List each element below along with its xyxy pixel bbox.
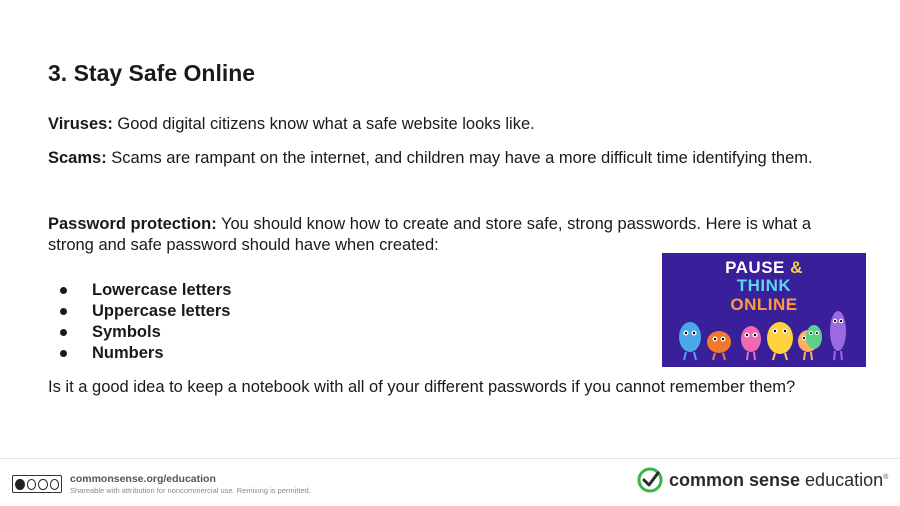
- list-item: [56, 322, 231, 343]
- brand-rest: education: [800, 469, 884, 490]
- cc-circle-icon: [15, 479, 25, 490]
- hero-ampersand: &: [790, 258, 803, 277]
- question-paragraph: Is it a good idea to keep a notebook with all of your different passwords if you cannot remember them?: [48, 378, 796, 396]
- pause-think-online-image: [662, 253, 866, 367]
- bullet-icon: [60, 350, 67, 357]
- password-paragraph: [48, 214, 848, 256]
- bullet-icon: [60, 308, 67, 315]
- list-item: [56, 343, 231, 364]
- hero-line-think: THINK: [736, 276, 792, 295]
- footer-divider: [0, 458, 900, 459]
- scams-text: Scams are rampant on the internet, and children may have a more difficult time identifying them.: [106, 149, 813, 167]
- list-item-label: Uppercase letters: [92, 302, 231, 320]
- hero-line-online: ONLINE: [730, 295, 798, 314]
- common-sense-education-logo: [637, 467, 888, 493]
- list-item: [56, 280, 231, 301]
- creative-commons-icon: [12, 475, 62, 493]
- brand-bold: common sense: [669, 469, 801, 490]
- cc-nc-icon: [38, 479, 48, 490]
- viruses-paragraph: [48, 114, 848, 135]
- character-green-icon: [806, 325, 822, 349]
- character-yellow-icon: [767, 322, 793, 360]
- registered-mark: ®: [883, 473, 889, 481]
- slide-title: 3. Stay Safe Online: [48, 60, 256, 86]
- password-label: Password protection:: [48, 215, 217, 233]
- bullet-icon: [60, 329, 67, 336]
- list-item-label: Symbols: [92, 323, 161, 341]
- list-item: [56, 301, 231, 322]
- viruses-label: Viruses:: [48, 115, 113, 133]
- footer-license-note: Shareable with attribution for noncommercial use. Remixing is permitted.: [70, 486, 311, 495]
- character-orange-icon: [707, 331, 731, 360]
- bullet-icon: [60, 287, 67, 294]
- scams-paragraph: [48, 148, 848, 169]
- viruses-text: Good digital citizens know what a safe website looks like.: [112, 115, 535, 133]
- footer-site-link[interactable]: commonsense.org/education: [70, 473, 216, 485]
- list-item-label: Lowercase letters: [92, 281, 232, 299]
- hero-word-pause: PAUSE: [725, 258, 785, 277]
- cc-sa-icon: [50, 479, 60, 490]
- password-text: You should know how to create and store safe, strong passwords. Here is what a strong and safe password should have when created:: [48, 215, 812, 254]
- brand-name: [669, 470, 888, 491]
- checkmark-circle-icon: [637, 467, 663, 493]
- character-blue-icon: [679, 322, 701, 360]
- character-pink-icon: [741, 326, 761, 360]
- scams-label: Scams:: [48, 149, 107, 167]
- list-item-label: Numbers: [92, 344, 164, 362]
- character-purple-icon: [830, 311, 846, 360]
- cc-by-icon: [27, 479, 37, 490]
- password-requirements-list: [56, 280, 231, 364]
- characters-illustration: [662, 253, 866, 367]
